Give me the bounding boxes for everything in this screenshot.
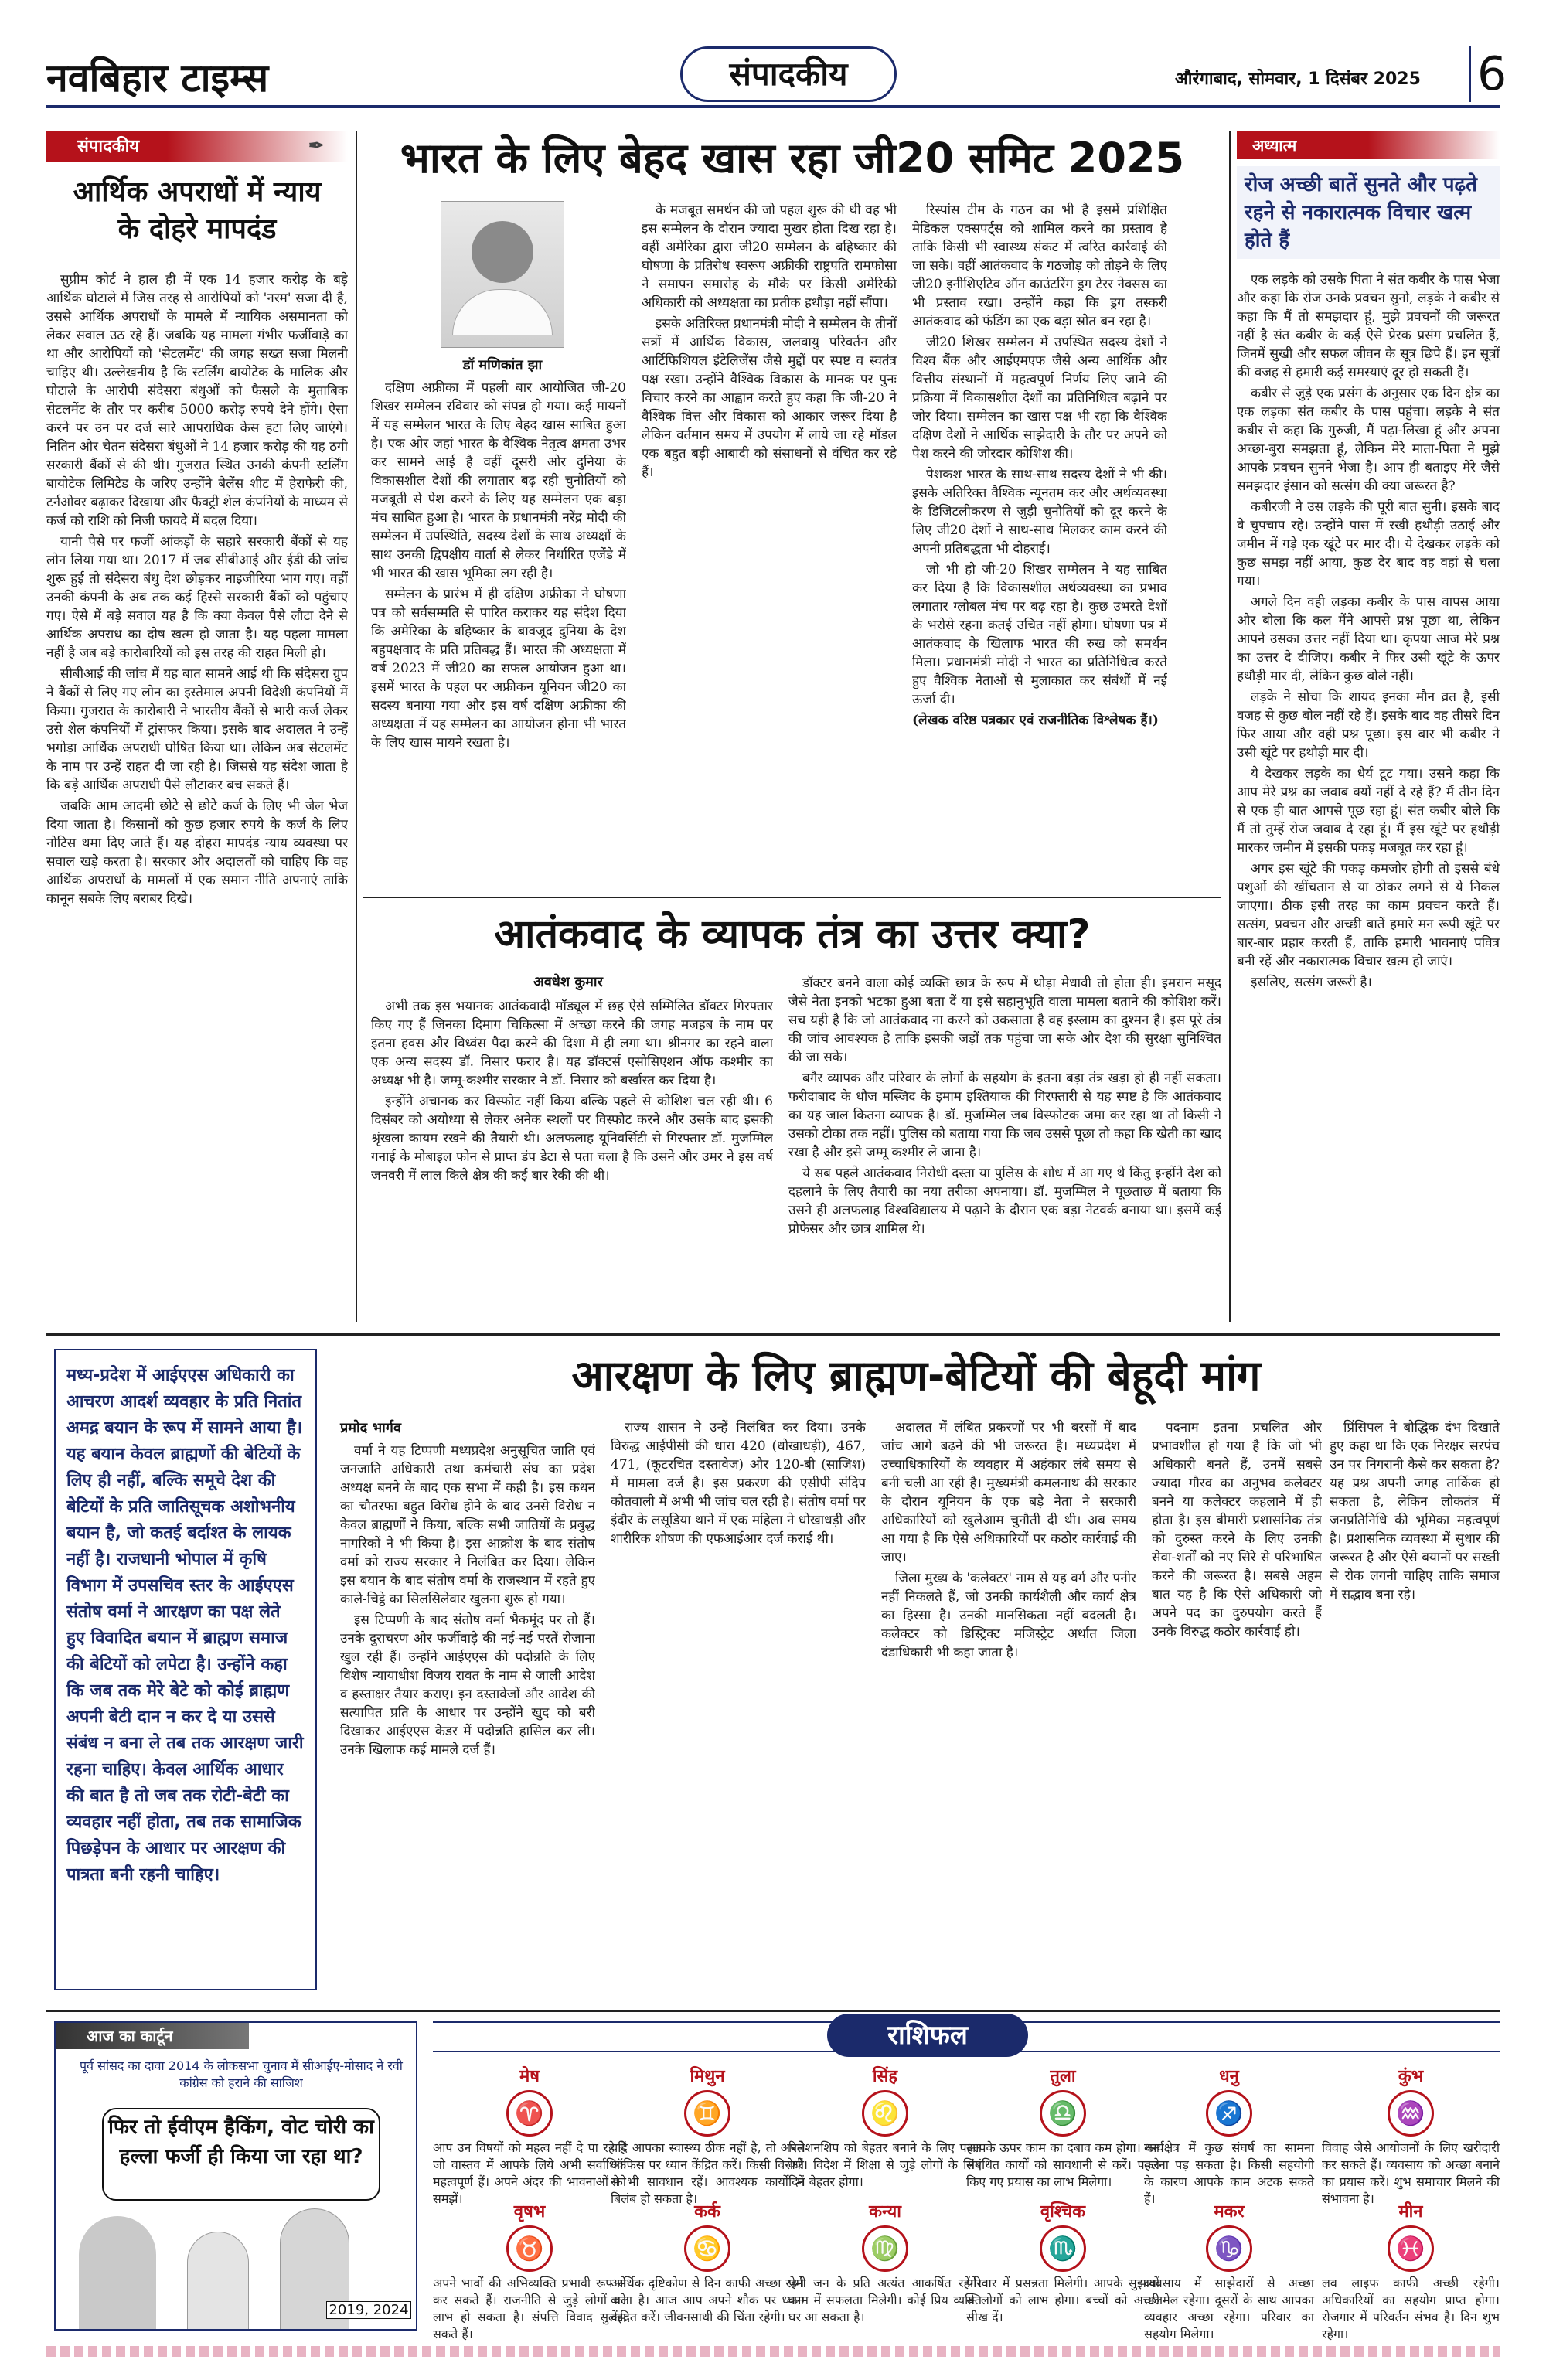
zodiac-text: अपने भावों की अभिव्यक्ति प्रभावी रूप से कर सकते हैं। राजनीति से जुड़े लोगों को लाभ हो सकता है। संपत्ति विवाद सुलझ सकते हैं। (433, 2276, 626, 2341)
zodiac-name: तुला (1050, 2067, 1076, 2086)
libra-icon: ♎ (1040, 2090, 1086, 2137)
zodiac-dhanu (1144, 2064, 1314, 2218)
zodiac-name: कुंभ (1398, 2067, 1424, 2086)
terror-paragraph: अभी तक इस भयानक आतंकवादी मॉड्यूल में छह ऐसे सम्मिलित डॉक्टर गिरफ्तार किए गए हैं जिनका दिमाग चिकित्सा में अच्छा करने की जगह मजहब के नाम पर इतना हवस और विध्वंस पैदा करने की दिशा में ही लगा था। श्रीनगर का रहने वाला एक अन्य सदस्य डॉ. निसार फरार है। यह डॉक्टर्स एसोसिएशन ऑफ कश्मीर का अध्यक्ष भी है। जम्मू-कश्मीर सरकार ने डॉ. निसार को बर्खास्त कर दिया है। (371, 999, 773, 1088)
editorial-body (46, 271, 348, 1322)
terror-author: अवधेश कुमार (533, 974, 603, 990)
g20-paragraph: दक्षिण अफ्रीका में पहली बार आयोजित जी-20 शिखर सम्मेलन रविवार को संपन्न हो गया। कई मायनों में यह सम्मेलन भारत के लिए बेहद खास साबित हुआ है। एक ओर जहां भारत के वैश्विक नेतृत्व क्षमता उभर कर सामने आई है वहीं दूसरी ओर दुनिया के विकासशील देशों की लगातार बढ़ रही चुनौतियों को मजबूती से पेश करने के लिए यह सम्मेलन एक बड़ा मंच साबित हुआ है। भारत के प्रधानमंत्री नरेंद्र मोदी की सम्मेलन में उपस्थिति, सदस्य देशों के साथ अध्यक्षों के साथ उनकी द्विपक्षीय वार्ता से लेकर निर्धारित एजेंडे में भी भारत की खास भूमिका लग रही है। (371, 380, 626, 581)
g20-author: डॉ मणिकांत झा (462, 357, 543, 373)
reservation-col-2 (611, 1418, 866, 1998)
editorial-tag (46, 131, 348, 162)
zodiac-text: आप उन विषयों को महत्व नहीं दे पा रहे हैं जो वास्तव में आपके लिये अभी सर्वाधिक महत्वपूर्ण हैं। अपने अंदर की भावनाओं को समझें। (433, 2140, 626, 2206)
g20-paragraph: के मजबूत समर्थन की जो पहल शुरू की थी वह भी इस सम्मेलन के दौरान ज्यादा मुखर होता दिख रहा है। वहीं अमेरिका द्वारा जी20 सम्मेलन के बहिष्कार की घोषणा के प्रतिरोध स्वरूप अफ्रीकी राष्ट्रपति रामफोसा ने समापन समारोह के मौके पर किसी अमेरिकी अधिकारी को अध्यक्षता का प्रतीक हथौड़ा नहीं सौंपा। (642, 203, 897, 311)
terror-col-2 (788, 974, 1221, 1322)
reservation-col-1 (340, 1442, 595, 1998)
zodiac-name: वृश्चिक (1040, 2202, 1086, 2222)
zodiac-name: धनु (1219, 2067, 1239, 2086)
zodiac-text: यदि आपका स्वास्थ्य ठीक नहीं है, तो अपने ऑफिस पर ध्यान केंद्रित करें। किसी विरोधी से भी सावधान रहें। आवश्यक कार्यों में बिलंब हो सकता है। (611, 2140, 804, 2206)
cancer-icon: ♋ (684, 2225, 730, 2272)
zodiac-tula (966, 2064, 1160, 2218)
masthead (46, 46, 1507, 108)
zodiac-text: आर्थिक दृष्टिकोण से दिन काफी अच्छा रहने वाला है। आज आप अपने शौक पर ध्यान केंद्रित करें। जीवनसाथी की चिंता रहेगी। (611, 2276, 804, 2324)
g20-paragraph: सम्मेलन के प्रारंभ में ही दक्षिण अफ्रीका ने घोषणा पत्र को सर्वसम्मति से पारित कराकर यह संदेश दिया कि अमेरिका के बहिष्कार के बावजूद दुनिया के देश बहुपक्षवाद के प्रति प्रतिबद्ध हैं। भारत की अध्यक्षता में वर्ष 2023 में जी20 का सफल आयोजन हुआ था। इसमें भारत के पहल पर अफ्रीकन यूनियन जी20 का सदस्य बनाया गया और इस वर्ष दक्षिण अफ्रीका की अध्यक्षता में यह सम्मेलन का आयोजन होना भी भारत के लिए खास मायने रखता है। (371, 587, 626, 751)
zodiac-text: कार्यक्षेत्र में कुछ संघर्ष का सामना करना पड़ सकता है। किसी सहयोगी के कारण आपके काम अटक सकते हैं। (1144, 2140, 1314, 2206)
g20-headline: भारत के लिए बेहद खास रहा जी20 समिट 2025 (400, 134, 1185, 182)
editorial-title: आर्थिक अपराधों में न्याय के दोहरे मापदंड (73, 176, 322, 245)
zodiac-text: परिवार में प्रसन्नता मिलेगी। आपके सुझावों से लोगों को लाभ होगा। बच्चों को अच्छी सीख दें। (966, 2276, 1160, 2324)
mp-sidebar-text: मध्य-प्रदेश में आईएएस अधिकारी का आचरण आदर्श व्यवहार के प्रति नितांत अमद्र बयान के रूप में सामने आया है। यह बयान केवल ब्राह्मणों की बेटियों के लिए ही नहीं, बल्कि समूचे देश की बेटियों के प्रति जातिसूचक अशोभनीय बयान है, जो कतई बर्दाश्त के लायक नहीं है। राजधानी भोपाल में कृषि विभाग में उपसचिव स्तर के आईएएस संतोष वर्मा ने आरक्षण का पक्ष लेते हुए विवादित बयान में ब्राह्मण समाज की बेटियों को लपेटा है। उन्होंने कहा कि जब तक मेरे बेटे को कोई ब्राह्मण अपनी बेटी दान न कर दे या उससे संबंध न बना ले तब तक आरक्षण जारी रहना चाहिए। केवल आर्थिक आधार की बात है तो जब तक रोटी-बेटी का व्यवहार नहीं होता, तब तक सामाजिक पिछड़ेपन के आधार पर आरक्षण की पात्रता बनी रहनी चाहिए। (66, 1366, 304, 1885)
zodiac-name: वृषभ (513, 2202, 546, 2222)
pisces-icon: ♓ (1388, 2225, 1434, 2272)
reservation-paragraph: वर्मा ने यह टिप्पणी मध्यप्रदेश अनुसूचित जाति एवं जनजाति अधिकारी तथा कर्मचारी संघ का प्रदेश अध्यक्ष बनने के बाद एक सभा में कही है। इस कथन का चौतरफा बहुत विरोध होने के बाद उनसे विरोध न केवल ब्राह्मणों ने किया, बल्कि सभी जातियों के प्रबुद्ध नागरिकों ने भी किया है। इस आक्रोश के बाद संतोष वर्मा को राज्य सरकार ने निलंबित कर दिया। लेकिन इस बयान के बाद संतोष वर्मा के राजस्थान में रहते हुए काले-चिट्ठे का सिलसिलेवार खुलना शुरू हो गया। (340, 1443, 595, 1607)
reservation-paragraph: प्रिंसिपल ने बौद्धिक दंभ दिखाते हुए कहा था कि एक निरक्षर सरपंच उन पर निगरानी कैसे कर सकता है? यह प्रश्न अपनी जगह तार्किक हो सकता है, लेकिन लोकतंत्र में जनप्रतिनिधि की भूमिका महत्वपूर्ण है। प्रशासनिक व्यवस्था में सुधार की जरूरत है और ऐसे बयानों पर सख्ती से रोक लगनी चाहिए ताकि समाज में सद्भाव बना रहे। (1330, 1420, 1500, 1602)
g20-col-2 (642, 201, 897, 889)
zodiac-makar (1144, 2199, 1314, 2354)
zodiac-kanya (788, 2199, 982, 2354)
capricorn-icon: ♑ (1206, 2225, 1252, 2272)
zodiac-name: मिथुन (690, 2067, 725, 2086)
section-title-box (680, 46, 897, 102)
reservation-paragraph: अदालत में लंबित प्रकरणों पर भी बरसों में बाद जांच आगे बढ़ने की भी जरूरत है। मध्यप्रदेश में उच्चाधिकारियों के व्यवहार में अहंकार लंबे समय से बनी चली आ रही है। मुख्यमंत्री कमलनाथ की सरकार के दौरान यूनियन के एक बड़े नेता ने सरकारी अधिकारियों को खुलेआम चुनौती दी थी। अब समय आ गया है कि ऐसे अधिकारियों पर कठोर कार्रवाई की जाए। (881, 1420, 1136, 1565)
editorial-paragraph: जबकि आम आदमी छोटे से छोटे कर्ज के लिए भी जेल भेज दिया जाता है। किसानों को कुछ हजार रुपये के कर्ज के लिए नोटिस थमा दिए जाते हैं। यह दोहरा मापदंड न्याय व्यवस्था पर सवाल खड़े करता है। सरकार और अदालतों को चाहिए कि वह आर्थिक अपराधों के मामलों में एक समान नीति अपनाएं ताकि कानून सबके लिए बराबर दिखे। (46, 798, 348, 907)
zodiac-name: मीन (1398, 2202, 1423, 2222)
zodiac-name: मकर (1214, 2202, 1245, 2222)
rashifal-title: राशिफल (827, 2014, 1028, 2057)
zodiac-name: कर्क (694, 2202, 720, 2222)
zodiac-kark (611, 2199, 804, 2354)
adhyatm-paragraph: इसलिए, सत्संग जरूरी है। (1251, 975, 1372, 990)
section-divider (363, 897, 1221, 898)
g20-col-3 (912, 201, 1167, 889)
zodiac-text: लव लाइफ काफी अच्छी रहेगी। अधिकारियों का सहयोग प्राप्त होगा। रोजगार में परिवर्तन संभव है। दिन शुभ रहेगा। (1322, 2276, 1500, 2341)
paper-name: नवबिहार टाइम्स (46, 56, 269, 100)
page-number: 6 (1469, 46, 1500, 102)
cartoon-caption: पूर्व सांसद का दावा 2014 के लोकसभा चुनाव में सीआईए-मोसाद ने रवी कांग्रेस को हराने की साजिश (80, 2058, 403, 2090)
section-divider (46, 1333, 1500, 1336)
reservation-headline: आरक्षण के लिए ब्राह्मण-बेटियों की बेहूदी मांग (571, 1351, 1261, 1400)
pen-icon: ✒ (308, 134, 325, 158)
aries-icon: ♈ (506, 2090, 553, 2137)
cartoon-speech-bubble: फिर तो ईवीएम हैकिंग, वोट चोरी का हल्ला फर्जी ही किया जा रहा था? (102, 2108, 380, 2201)
zodiac-singh (788, 2064, 982, 2218)
editorial-paragraph: सुप्रीम कोर्ट ने हाल ही में एक 14 हजार करोड़ के बड़े आर्थिक घोटाले में जिस तरह से आरोपियों को 'नरम' सजा दी है, उससे आर्थिक अपराधों के मामले में न्यायिक असमानता को लेकर सवाल उठ रहे हैं। जबकि यह मामला गंभीर फर्जीवाड़े का था और आरोपियों को 'सेटलमेंट' की जगह सख्त सजा मिलनी चाहिए थी। उल्लेखनीय है कि स्टर्लिंग बायोटेक के मालिक और घोटाले के आरोपी संदेसरा बंधुओं को फैसले के मुताबिक सेटलमेंट के तौर पर करीब 5000 करोड़ रुपये देने होंगे। ऐसा करने पर उन पर दर्ज सारे आपराधिक केस हटा लिए जाएंगे। नितिन और चेतन संदेसरा बंधुओं ने 14 हजार करोड़ की यह ठगी सरकारी बैंकों से की थी। गुजरात स्थित उनकी कंपनी स्टर्लिंग बायोटेक लिमिटेड के जरिए उन्होंने बैलेंस शीट में हेराफेरी की, टर्नओवर बढ़ाकर दिखाया और फैक्ट्री शेल कंपनियों के माध्यम से कर्ज को राशि को निजी फायदे में बदल दिया। (46, 272, 348, 529)
adhyatm-paragraph: कबीर से जुड़े एक प्रसंग के अनुसार एक दिन क्षेत्र का एक लड़का संत कबीर के पास पहुंचा। लड़के ने संत कबीर से कहा कि गुरुजी, मैं पढ़ा-लिखा हूं और अपना अच्छा-बुरा समझता हूं, लेकिन मेरे माता-पिता ने मुझे आपके प्रवचन सुनने भेजा है। आप ही बताइए मेरे जैसे समझदार इंसान को सत्संग की क्या जरूरत है? (1237, 386, 1500, 494)
zodiac-meen (1322, 2199, 1500, 2354)
reservation-col-3 (881, 1418, 1136, 1998)
scorpio-icon: ♏ (1040, 2225, 1086, 2272)
editorial-paragraph: सीबीआई की जांच में यह बात सामने आई थी कि संदेसरा ग्रुप ने बैंकों से लिए गए लोन का इस्तेमाल अपनी विदेशी कंपनियों में किया। गुजरात के कारोबारी ने भारतीय बैंकों से भारी कर्ज लेकर उसे शेल कंपनियों में ट्रांसफर किया। इसके बाद अदालत ने उन्हें भगोड़ा आर्थिक अपराधी घोषित किया था। लेकिन अब सेटलमेंट के नाम पर उन्हें राहत दी जा रही है। जिससे यह संदेश जाता है कि बड़े आर्थिक अपराधी पैसे लौटाकर बच सकते हैं। (46, 666, 348, 793)
g20-paragraph: जो भी हो जी-20 शिखर सम्मेलन ने यह साबित कर दिया है कि विकासशील अर्थव्यवस्था का प्रभाव लगातार ग्लोबल मंच पर बढ़ रहा है। कुछ उभरते देशों के भरोसे रहना कतई उचित नहीं होगा। घोषणा पत्र में आतंकवाद के खिलाफ भारत की रुख को समर्थन मिला। प्रधानमंत्री मोदी ने भारत का प्रतिनिधित्व करते हुए वैश्विक नेताओं से मुलाकात कर संबंधों में नई ऊर्जा दी। (912, 562, 1167, 707)
zodiac-vrishabh (433, 2199, 626, 2354)
zodiac-kumbh (1322, 2064, 1500, 2218)
zodiac-mesh (433, 2064, 626, 2218)
section-divider (46, 2010, 1500, 2012)
adhyatm-paragraph: लड़के ने सोचा कि शायद इनका मौन व्रत है, इसी वजह से कुछ बोल नहीं रहे हैं। इसके बाद वह तीसरे दिन फिर आया और वही प्रश्न पूछा। इस बार भी कबीर ने उसी खूंटे पर हथौड़ी मार दी। (1237, 689, 1500, 761)
terror-paragraph: डॉक्टर बनने वाला कोई व्यक्ति छात्र के रूप में थोड़ा मेधावी तो होता ही। इमरान मसूद जैसे नेता इनको भटका हुआ बता दें या इसे सहानुभूति वाला मामला बताने की कोशिश करें। सच यही है कि जो आतंकवाद ना करने को उकसाता है वह इस्लाम का दुश्मन है। इस पूरे तंत्र की जांच आवश्यक है ताकि इसकी जड़ों तक पहुंचा जा सके और देश की सुरक्षा सुनिश्चित की जा सके। (788, 975, 1221, 1065)
g20-paragraph: जी20 शिखर सम्मेलन में उपस्थित सदस्य देशों ने विश्व बैंक और आईएमएफ जैसे अन्य आर्थिक और वित्तीय संस्थानों में महत्वपूर्ण निर्णय लिए जाने की प्रक्रिया में विकासशील देशों का प्रतिनिधित्व बढ़ाने पर जोर दिया। सम्मेलन का खास पक्ष भी रहा कि वैश्विक दक्षिण देशों ने आर्थिक साझेदारी के तौर पर अपने को पेश करने की जोरदार कोशिश की। (912, 335, 1167, 461)
zodiac-text: आपके ऊपर काम का दबाव कम होगा। धन संबंधित कार्यों को सावधानी से करें। पहले किए गए प्रयास का लाभ मिलेगा। (966, 2140, 1160, 2189)
g20-paragraph: रिस्पांस टीम के गठन का भी है इसमें प्रशिक्षित मेडिकल एक्सपर्ट्स को शामिल करने का प्रस्ताव है ताकि किसी भी स्वास्थ्य संकट में त्वरित कार्रवाई की जा सके। वहीं आतंकवाद के गठजोड़ को तोड़ने के लिए जी20 इनीशिएटिव ऑन काउंटरिंग ड्रग टेरर नेक्सस का भी प्रस्ताव रखा। उन्होंने कहा कि ड्रग तस्करी आतंकवाद को फंडिंग का एक बड़ा स्रोत बन रहा है। (912, 203, 1167, 329)
bottom-color-bar (46, 2346, 1500, 2357)
column-divider (1229, 131, 1231, 1322)
reservation-col-5 (1330, 1418, 1500, 1998)
reservation-paragraph: राज्य शासन ने उन्हें निलंबित कर दिया। उनके विरुद्ध आईपीसी की धारा 420 (धोखाधड़ी), 467, 471, (कूटरचित दस्तावेज) और 120-बी (साजिश) में मामला दर्ज है। इस प्रकरण की एसीपी संदिप कोतवाली में अभी भी जांच चल रही है। संतोष वर्मा पर इंदौर के लसूडिया थाने में एक महिला ने धोखाधड़ी और शारीरिक शोषण की एफआईआर दर्ज कराई थी। (611, 1420, 866, 1547)
terror-headline: आतंकवाद के व्यापक तंत्र का उत्तर क्या? (494, 911, 1091, 958)
reservation-paragraph: जिला मुख्य के 'कलेक्टर' नाम से यह वर्ग और पनीर नहीं निकलते हैं, जो उनकी कार्यशैली और कार्य क्षेत्र का हिस्सा है। उनकी मानसिकता नहीं बदलती है। कलेक्टर को डिस्ट्रिक्ट मजिस्ट्रेट अर्थात जिला दंडाधिकारी भी कहा जाता है। (881, 1571, 1136, 1660)
cartoon-figure-left (79, 2216, 156, 2331)
adhyatm-paragraph: अगले दिन वही लड़का कबीर के पास वापस आया और बोला कि कल मैंने आपसे प्रश्न पूछा था, लेकिन आपने उसका उत्तर नहीं दिया था। कृपया आज मेरे प्रश्न का उत्तर दे दीजिए। कबीर ने फिर उसी खूंटे के ऊपर हथौड़ी मार दी, लेकिन कुछ बोले नहीं। (1237, 594, 1500, 684)
zodiac-text: विवाह जैसे आयोजनों के लिए खरीदारी कर सकते हैं। व्यवसाय को अच्छा बनाने का प्रयास करें। शुभ समाचार मिलने की संभावना है। (1322, 2140, 1500, 2206)
zodiac-text: व्यवसाय में साझेदारों से अच्छा तालमेल रहेगा। दूसरों के साथ आपका व्यवहार अच्छा रहेगा। परिवार का सहयोग मिलेगा। (1144, 2276, 1314, 2341)
terror-paragraph: बगैर व्यापक और परिवार के लोगों के सहयोग के इतना बड़ा तंत्र खड़ा हो ही नहीं सकता। फरीदाबाद के धौज मस्जिद के इमाम इश्तियाक की गिरफ्तारी से यह स्पष्ट है कि आतंकवाद का यह जाल कितना व्यापक है। डॉ. मुजम्मिल जब विस्फोटक जमा कर रहा था तो किसी ने उसको टोका तक नहीं। पुलिस को बताया गया कि जब उससे पूछा तो कहा कि खेती का खाद रखा है और इसे जम्मू कश्मीर ले जाना है। (788, 1071, 1221, 1160)
virgo-icon: ♍ (862, 2225, 908, 2272)
zodiac-text: प्रेमी जन के प्रति अत्यंत आकर्षित रहेंगे। काम में सफलता मिलेगी। कोई प्रिय व्यक्ति घर आ सकता है। (788, 2276, 982, 2324)
zodiac-name: कन्या (869, 2202, 901, 2222)
adhyatm-paragraph: अगर इस खूंटे की पकड़ कमजोर होगी तो इससे बंधे पशुओं की खींचतान से या ठोकर लगने से ये निकल जाएगा। ठीक इसी तरह का काम प्रवचन करते हैं। सत्संग, प्रवचन और अच्छी बातें हमारे मन रूपी खूंटे पर बार-बार प्रहार करती हैं, ताकि हमारी भावनाएं पवित्र बनी रहें और नकारात्मक विचार खत्म हो जाएं। (1237, 861, 1500, 969)
cartoon-figure-middle (187, 2232, 249, 2331)
sagittarius-icon: ♐ (1206, 2090, 1252, 2137)
mp-sidebar (54, 1349, 317, 1990)
adhyatm-tag-label: अध्यात्म (1252, 136, 1297, 155)
reservation-col-4 (1152, 1418, 1322, 1998)
g20-paragraph: इसके अतिरिक्त प्रधानमंत्री मोदी ने सम्मेलन के तीनों सत्रों में आर्थिक विकास, जलवायु परिवर्तन और आर्टिफिशियल इंटेलिजेंस जैसे मुद्दों पर स्पष्ट व स्वतंत्र पक्ष रखा। उन्होंने वैश्विक विकास के मानक पर पुनः विचार करने का आह्वान करते हुए कहा कि जी-20 ने वैश्विक वित्त और विकास को आकार जरूर दिया है लेकिन वर्तमान समय में उपयोग में लाये जा रहे मॉडल एक बहुत बड़ी आबादी को संसाधनों से वंचित कर रहे हैं। (642, 316, 897, 480)
g20-credit: (लेखक वरिष्ठ पत्रकार एवं राजनीतिक विश्लेषक हैं।) (912, 713, 1159, 728)
zodiac-text: रिलेशनशिप को बेहतर बनाने के लिए पहल करें। विदेश में शिक्षा से जुड़े लोगों के लिए दिन बेहतर होगा। (788, 2140, 982, 2189)
author-portrait-icon (472, 221, 533, 283)
adhyatm-paragraph: ये देखकर लड़के का धैर्य टूट गया। उसने कहा कि आप मेरे प्रश्न का जवाब क्यों नहीं दे रहे हैं? मैं तीन दिन से एक ही बात आपसे पूछ रहा हूं। संत कबीर बोले कि मैं तो तुम्हें रोज जवाब दे रहा हूं। मैं इस खूंटे पर हथौड़ी मारकर जमीन में इसकी पकड़ मजबूत कर रहा हूं। (1237, 766, 1500, 856)
terror-paragraph: ये सब पहले आतंकवाद निरोधी दस्ता या पुलिस के शोध में आ गए थे किंतु इन्होंने देश को दहलाने के लिए तैयारी का नया तरीका अपनाया। डॉ. मुजम्मिल ने पूछताछ में बताया कि उसने ही अलफलाह विश्वविद्यालय में पढ़ाने के दौरान एक बड़ा नेटवर्क बनाया था। इसमें कई प्रोफेसर और छात्र शामिल थे। (788, 1166, 1221, 1237)
author-photo (441, 201, 564, 348)
dateline: औरंगाबाद, सोमवार, 1 दिसंबर 2025 (1175, 70, 1421, 89)
reservation-author: प्रमोद भार्गव (340, 1420, 401, 1436)
g20-paragraph: पेशकश भारत के साथ-साथ सदस्य देशों ने भी की। इसके अतिरिक्त वैश्विक न्यूनतम कर और अर्थव्यवस्था के डिजिटलीकरण से जुड़ी चुनौतियों को दूर करने के लिए जी20 देशों ने साथ-साथ मिलकर काम करने की अपनी प्रतिबद्धता भी दोहराई। (912, 467, 1167, 557)
zodiac-name: सिंह (872, 2067, 898, 2086)
aquarius-icon: ♒ (1388, 2090, 1434, 2137)
reservation-paragraph: पदनाम इतना प्रचलित और प्रभावशील हो गया है कि जो भी अधिकारी बनते हैं, उनमें सबसे ज्यादा गौरव का अनुभव कलेक्टर बनने या कलेक्टर कहलाने में ही होता है। इस बीमारी प्रशासनिक तंत्र को दुरुस्त करने के लिए उनकी सेवा-शर्तों को नए सिरे से परिभाषित करने की जरूरत है। सबसे अहम बात यह है कि ऐसे अधिकारी जो अपने पद का दुरुपयोग करते हैं उनके विरुद्ध कठोर कार्रवाई हो। (1152, 1420, 1322, 1639)
taurus-icon: ♉ (506, 2225, 553, 2272)
zodiac-mithun (611, 2064, 804, 2218)
adhyatm-title: रोज अच्छी बातें सुनते और पढ़ते रहने से नकारात्मक विचार खत्म होते हैं (1237, 166, 1500, 259)
terror-col-1 (371, 997, 773, 1322)
section-title: संपादकीय (729, 55, 848, 93)
cartoon-years-sign: 2019, 2024 (326, 2301, 411, 2319)
reservation-paragraph: इस टिप्पणी के बाद संतोष वर्मा भैकमूंद पर तो हैं। उनके दुराचरण और फर्जीवाड़े की नई-नई परतें रोजाना खुल रही हैं। उन्होंने आईएएस की पदोन्नति के लिए विशेष न्यायाधीश विजय रावत के नाम से जाली आदेश व हस्ताक्षर तैयार कराए। इन दस्तावेजों और आदेश की सत्यापित प्रति के आधार पर उन्होंने खुद को बरी दिखाकर आईएएस केडर में पदोन्नति हासिल कर ली। उनके खिलाफ कई मामले दर्ज हैं। (340, 1612, 595, 1758)
cartoon-box (54, 2021, 417, 2331)
terror-paragraph: इन्होंने अचानक कर विस्फोट नहीं किया बल्कि पहले से कोशिश चल रही थी। 6 दिसंबर को अयोध्या से लेकर अनेक स्थलों पर विस्फोट करने और उसके बाद इसकी श्रृंखला कायम रखने की तैयारी थी। अलफलाह यूनिवर्सिटी से गिरफ्तार डॉ. मुजम्मिल गनाई के मोबाइल फोन से प्राप्त डंप डेटा से पता चला है कि उसने और उमर ने इस वर्ष जनवरी में लाल किले क्षेत्र की कई बार रेकी की थी। (371, 1094, 773, 1183)
column-divider (356, 131, 357, 1322)
adhyatm-tag (1237, 131, 1500, 159)
zodiac-vrishchik (966, 2199, 1160, 2354)
adhyatm-paragraph: एक लड़के को उसके पिता ने संत कबीर के पास भेजा और कहा कि रोज उनके प्रवचन सुनो, लड़के ने कबीर से कहा कि मैं तो समझदार हूं, मुझे प्रवचनों की जरूरत नहीं है संत कबीर के कई ऐसे प्रेरक प्रसंग प्रचलित हैं, जिनमें सुखी और सफल जीवन के सूत्र छिपे हैं। इन सूत्रों की वजह से हमारी कई समस्याएं दूर हो सकती हैं। (1237, 272, 1500, 380)
adhyatm-paragraph: कबीरजी ने उस लड़के की पूरी बात सुनी। इसके बाद वे चुपचाप रहे। उन्होंने पास में रखी हथौड़ी उठाई और जमीन में गड़े एक खूंटे पर मार दी। ये देखकर लड़के को कुछ समझ नहीं आया, कुछ देर बाद वह वहां से चला गया। (1237, 499, 1500, 589)
zodiac-name: मेष (519, 2067, 540, 2086)
gemini-icon: ♊ (684, 2090, 730, 2137)
adhyatm-body (1237, 271, 1500, 1322)
editorial-paragraph: यानी पैसे पर फर्जी आंकड़ों के सहारे सरकारी बैंकों से यह लोन लिया गया था। 2017 में जब सीबीआई और ईडी की जांच शुरू हुई तो संदेसरा बंधु देश छोड़कर नाइजीरिया भाग गए। वहीं उनकी कंपनी के अब तक कई हिस्से सरकारी बैंकों को पहुंचाए गए। ऐसे में बड़े सवाल यह है कि क्या केवल पैसे लौटा देने से आर्थिक अपराध का दोष खत्म हो जाता है। यह पहला मामला नहीं है जब बड़े कारोबारियों को इस तरह की राहत मिली हो। (46, 534, 348, 661)
editorial-tag-label: संपादकीय (77, 137, 140, 156)
cartoon-label: आज का कार्टून (56, 2023, 249, 2049)
leo-icon: ♌ (862, 2090, 908, 2137)
